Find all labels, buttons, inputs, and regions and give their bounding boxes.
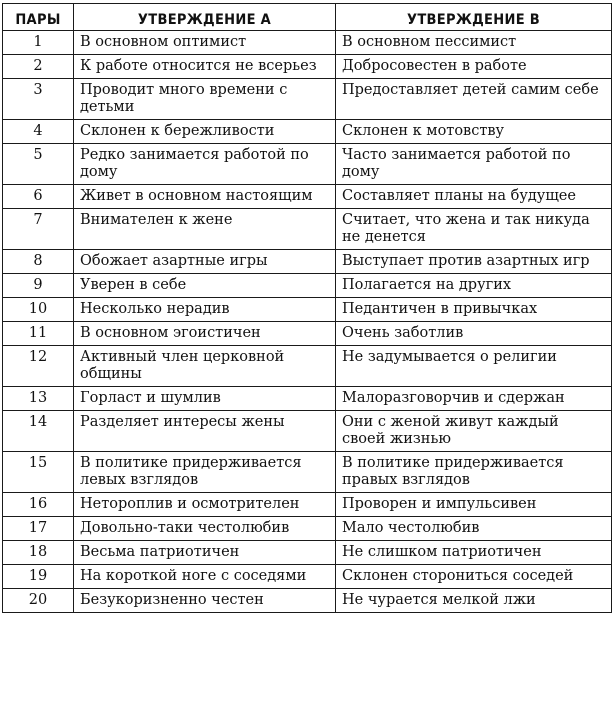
statement-b: Мало честолюбив (336, 517, 612, 541)
statement-b: В основном пессимист (336, 31, 612, 55)
statement-b: Педантичен в привычках (336, 298, 612, 322)
pair-number: 8 (3, 250, 74, 274)
pair-number: 1 (3, 31, 74, 55)
statement-b: Не задумывается о религии (336, 346, 612, 387)
pair-number: 10 (3, 298, 74, 322)
table-row (3, 452, 612, 493)
statement-a: Обожает азартные игры (74, 250, 336, 274)
statement-a: Склонен к бережливости (74, 120, 336, 144)
statement-a: Несколько нерадив (74, 298, 336, 322)
statement-b: Проворен и импульсивен (336, 493, 612, 517)
table-row (3, 387, 612, 411)
statement-a: Живет в основном настоящим (74, 185, 336, 209)
statement-b: Не чурается мелкой лжи (336, 589, 612, 613)
header-pairs: ПАРЫ (3, 4, 74, 31)
table-row (3, 411, 612, 452)
statement-a: В основном эгоистичен (74, 322, 336, 346)
table-row (3, 298, 612, 322)
pair-number: 15 (3, 452, 74, 493)
table-row (3, 55, 612, 79)
pair-number: 9 (3, 274, 74, 298)
table-row (3, 565, 612, 589)
pair-number: 12 (3, 346, 74, 387)
statement-a: Разделяет интересы жены (74, 411, 336, 452)
header-statement-a: УТВЕРЖДЕНИЕ А (74, 4, 336, 31)
statement-a: Уверен в себе (74, 274, 336, 298)
pair-number: 3 (3, 79, 74, 120)
statement-a: На короткой ноге с соседями (74, 565, 336, 589)
table-row (3, 250, 612, 274)
statement-b: Они с женой живут каждый своей жизнью (336, 411, 612, 452)
table-row (3, 541, 612, 565)
pair-number: 17 (3, 517, 74, 541)
pair-number: 14 (3, 411, 74, 452)
pair-number: 6 (3, 185, 74, 209)
statement-a: Внимателен к жене (74, 209, 336, 250)
statement-a: Безукоризненно честен (74, 589, 336, 613)
statement-a: Редко занимается работой по дому (74, 144, 336, 185)
statement-b: Склонен сторониться соседей (336, 565, 612, 589)
statement-b: Полагается на других (336, 274, 612, 298)
statement-b: В политике придерживается правых взглядов (336, 452, 612, 493)
pair-number: 13 (3, 387, 74, 411)
statement-b: Очень заботлив (336, 322, 612, 346)
header-statement-b: УТВЕРЖДЕНИЕ В (336, 4, 612, 31)
statement-a: К работе относится не всерьез (74, 55, 336, 79)
table-row (3, 346, 612, 387)
pair-number: 20 (3, 589, 74, 613)
header-row (3, 4, 612, 31)
statement-a: Горласт и шумлив (74, 387, 336, 411)
pair-number: 16 (3, 493, 74, 517)
table-row (3, 209, 612, 250)
table-row (3, 517, 612, 541)
statement-a: Довольно-таки честолюбив (74, 517, 336, 541)
pair-number: 19 (3, 565, 74, 589)
statement-b: Выступает против азартных игр (336, 250, 612, 274)
statement-a: Нетороплив и осмотрителен (74, 493, 336, 517)
pair-number: 7 (3, 209, 74, 250)
table-row (3, 322, 612, 346)
statement-b: Склонен к мотовству (336, 120, 612, 144)
statement-a: В политике придерживается левых взглядов (74, 452, 336, 493)
statement-a: Весьма патриотичен (74, 541, 336, 565)
statement-b: Составляет планы на будущее (336, 185, 612, 209)
table-row (3, 274, 612, 298)
comparison-table (2, 3, 612, 613)
statement-a: Проводит много времени с детьми (74, 79, 336, 120)
table-row (3, 493, 612, 517)
pair-number: 2 (3, 55, 74, 79)
table-row (3, 144, 612, 185)
table-row (3, 185, 612, 209)
table-row (3, 120, 612, 144)
pair-number: 5 (3, 144, 74, 185)
statement-b: Предоставляет детей самим себе (336, 79, 612, 120)
pair-number: 18 (3, 541, 74, 565)
statement-b: Не слишком патриотичен (336, 541, 612, 565)
statement-b: Считает, что жена и так никуда не денется (336, 209, 612, 250)
statement-b: Малоразговорчив и сдержан (336, 387, 612, 411)
pair-number: 11 (3, 322, 74, 346)
statement-b: Часто занимается работой по дому (336, 144, 612, 185)
statement-a: Активный член церковной общины (74, 346, 336, 387)
table-row (3, 589, 612, 613)
pair-number: 4 (3, 120, 74, 144)
statement-a: В основном оптимист (74, 31, 336, 55)
table-row (3, 31, 612, 55)
statement-b: Добросовестен в работе (336, 55, 612, 79)
table-row (3, 79, 612, 120)
